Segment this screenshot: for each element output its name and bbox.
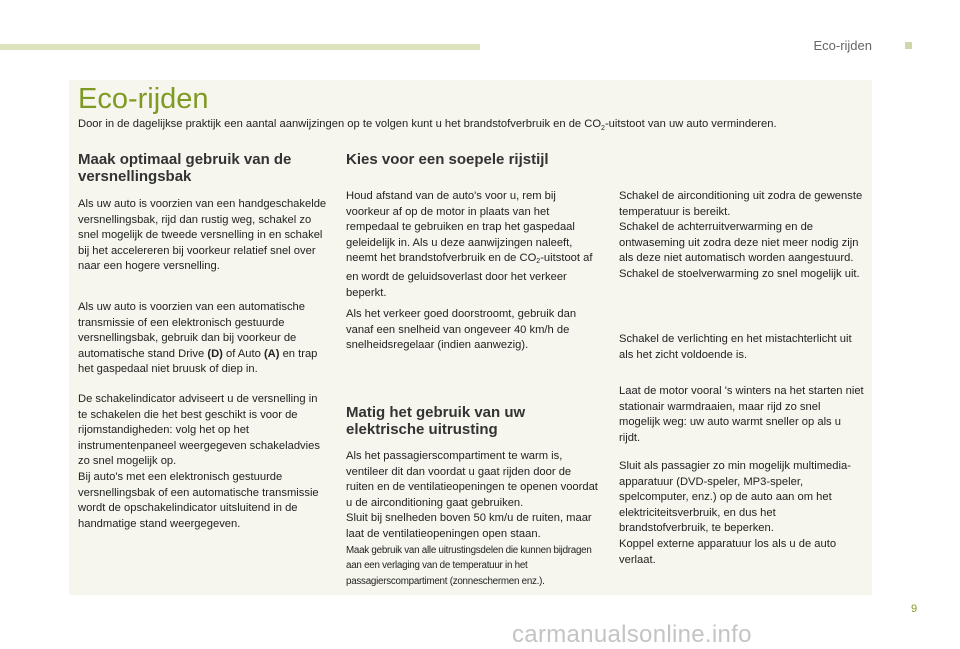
right-paragraph-1: Schakel de airconditioning uit zodra de gewenste temperatuur is bereikt. Schakel de achterruitverwarming en de ontwaseming uit zodra deze niet meer nodig zijn als deze niet automatisch worden aangestuurd. Schakel de stoelverwarming zo snel mogelijk uit. [619,190,863,280]
header-square-icon [905,42,912,49]
page-title: Eco-rijden [78,83,209,115]
gearbox-heading: Maak optimaal gebruik van de versnellingsbak [78,151,292,185]
right-paragraph-4: Sluit als passagier zo min mogelijk multimedia-apparatuur (DVD-speler, MP3-speler, spelcomputer, enz.) op de auto aan om het elektriciteitsverbruik, en dus het brandstofverbruik, te beperken. Koppel externe apparatuur los als u de auto verlaat. [619,460,851,566]
watermark: carmanualsonline.info [512,621,752,648]
page-number: 9 [911,603,918,615]
smooth-driving-heading: Kies voor een soepele rijstijl [346,151,549,168]
header-accent-bar [0,44,480,50]
electric-paragraph-1: Als het passagierscompartiment te warm is, ventileer dit dan voordat u gaat rijden door de ruiten en de ventilatieopeningen te openen voordat u de airconditioning gaat gebruiken. Sluit bij snelheden boven 50 km/u de ruiten, maar laat de ventilatieopeningen open staan. Maak gebruik van alle uitrustingsdelen die kunnen bijdragen aan een verlaging van de temperatuur in het passagierscompartiment (zonneschermen enz.). [346,450,598,587]
gearbox-paragraph-3: De schakelindicator adviseert u de versnelling in te schakelen die het best geschikt is voor de rijomstandigheden: volg het op het instrumentenpaneel weergegeven schakeladvies zo snel mogelijk op. Bij auto's met een elektronisch gestuurde versnellingsbak of een automatische transmissie wordt de opschakelindicator uitsluitend in de handmatige stand weergegeven. [78,393,320,530]
gearbox-paragraph-2: Als uw auto is voorzien van een automatische transmissie of een elektronisch gestuurde versnellingsbak, gebruik dan bij voorkeur de automatische stand Drive (D) of Auto (A) en trap het gaspedaal niet bruusk of diep in. [78,301,318,376]
smooth-paragraph-2: Als het verkeer goed doorstroomt, gebruik dan vanaf een snelheid van ongeveer 40 km/h de snelheidsregelaar (indien aanwezig). [346,308,577,352]
electric-heading: Matig het gebruik van uw elektrische uitrusting [346,404,526,438]
right-paragraph-2: Schakel de verlichting en het mistachterlicht uit als het zicht voldoende is. [619,333,852,361]
intro-text: Door in de dagelijkse praktijk een aantal aanwijzingen op te volgen kunt u het brandstofverbruik en de $CO_2$-uitstoot van uw auto verminderen. [78,118,777,133]
gearbox-paragraph-1: Als uw auto is voorzien van een handgeschakelde versnellingsbak, rijd dan rustig weg, schakel zo snel mogelijk de tweede versnelling in en schakel bij het accelereren bij voorkeur relatief snel over naar een hogere versnelling. [78,198,327,273]
header-section-title: Eco-rijden [813,38,872,53]
right-paragraph-3: Laat de motor vooral 's winters na het starten niet stationair warmdraaien, maar rijd zo snel mogelijk weg: uw auto warmt sneller op als u rijdt. [619,385,864,444]
smooth-paragraph-1: Houd afstand van de auto's voor u, rem bij voorkeur af op de motor in plaats van het rempedaal te gebruiken en trap het gaspedaal geleidelijk in. Als u deze aanwijzingen naleeft, neemt het brandstofverbruik en de $CO_2$-uitstoot af en wordt de geluidsoverlast door het verkeer beperkt. [346,190,593,299]
